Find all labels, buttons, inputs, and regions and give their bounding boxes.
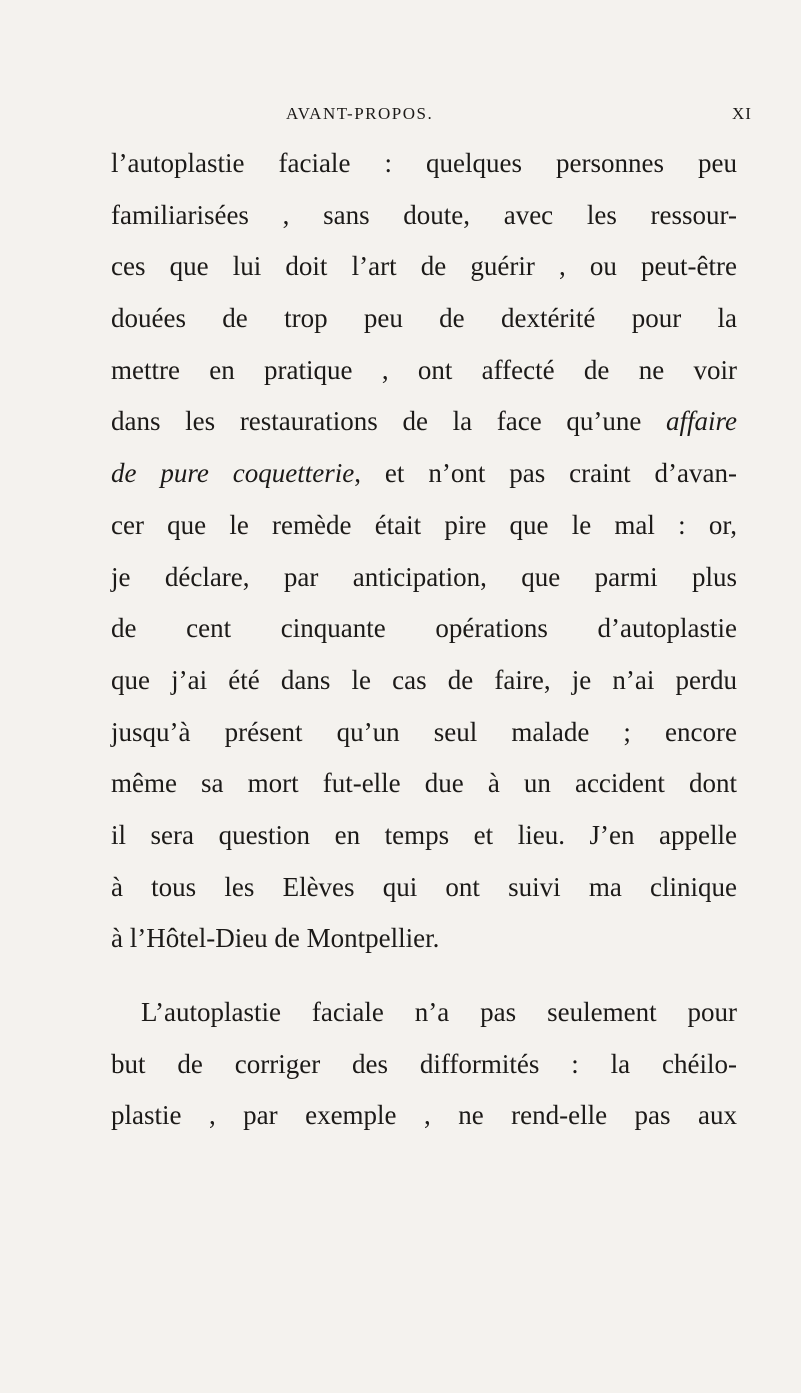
text-line: but de corriger des difformités : la chéilo- xyxy=(111,1048,737,1079)
paragraph-1 xyxy=(111,138,737,965)
text-fragment: , et n’ont pas craint d’avan- xyxy=(354,458,737,489)
running-head-title: AVANT-PROPOS. xyxy=(286,104,434,123)
text-line: jusqu’à présent qu’un seul malade ; encore xyxy=(111,716,737,747)
text-line: familiarisées , sans doute, avec les ressour- xyxy=(111,199,737,230)
running-head xyxy=(0,104,801,128)
text-line: que j’ai été dans le cas de faire, je n’ai perdu xyxy=(111,664,737,695)
body-text xyxy=(111,138,737,1142)
paragraph-2 xyxy=(111,987,737,1142)
paragraph-spacer xyxy=(111,965,737,987)
page-number: XI xyxy=(732,104,752,123)
text-line: plastie , par exemple , ne rend-elle pas aux xyxy=(111,1100,737,1131)
text-fragment: dans les restaurations de la face qu’une xyxy=(111,406,666,437)
text-line: à tous les Elèves qui ont suivi ma clinique xyxy=(111,871,737,902)
italic-phrase: de pure coquetterie xyxy=(111,458,355,489)
text-line: je déclare, par anticipation, que parmi plus xyxy=(111,561,737,592)
text-line: de cent cinquante opérations d’autoplastie xyxy=(111,613,737,644)
text-line: il sera question en temps et lieu. J’en appelle xyxy=(111,819,737,850)
text-line: ces que lui doit l’art de guérir , ou peut-être xyxy=(111,251,737,282)
text-line xyxy=(111,448,737,500)
text-line: douées de trop peu de dextérité pour la xyxy=(111,303,737,334)
text-line: cer que le remède était pire que le mal : or, xyxy=(111,509,737,540)
text-line: mettre en pratique , ont affecté de ne voir xyxy=(111,354,737,385)
text-line: L’autoplastie faciale n’a pas seulement pour xyxy=(141,997,737,1027)
text-line: même sa mort fut-elle due à un accident dont xyxy=(111,768,737,799)
text-line: à l’Hôtel-Dieu de Montpellier. xyxy=(111,923,440,954)
text-line xyxy=(111,396,737,448)
italic-phrase: affaire xyxy=(666,406,737,437)
text-line: l’autoplastie faciale : quelques personnes peu xyxy=(111,148,737,178)
